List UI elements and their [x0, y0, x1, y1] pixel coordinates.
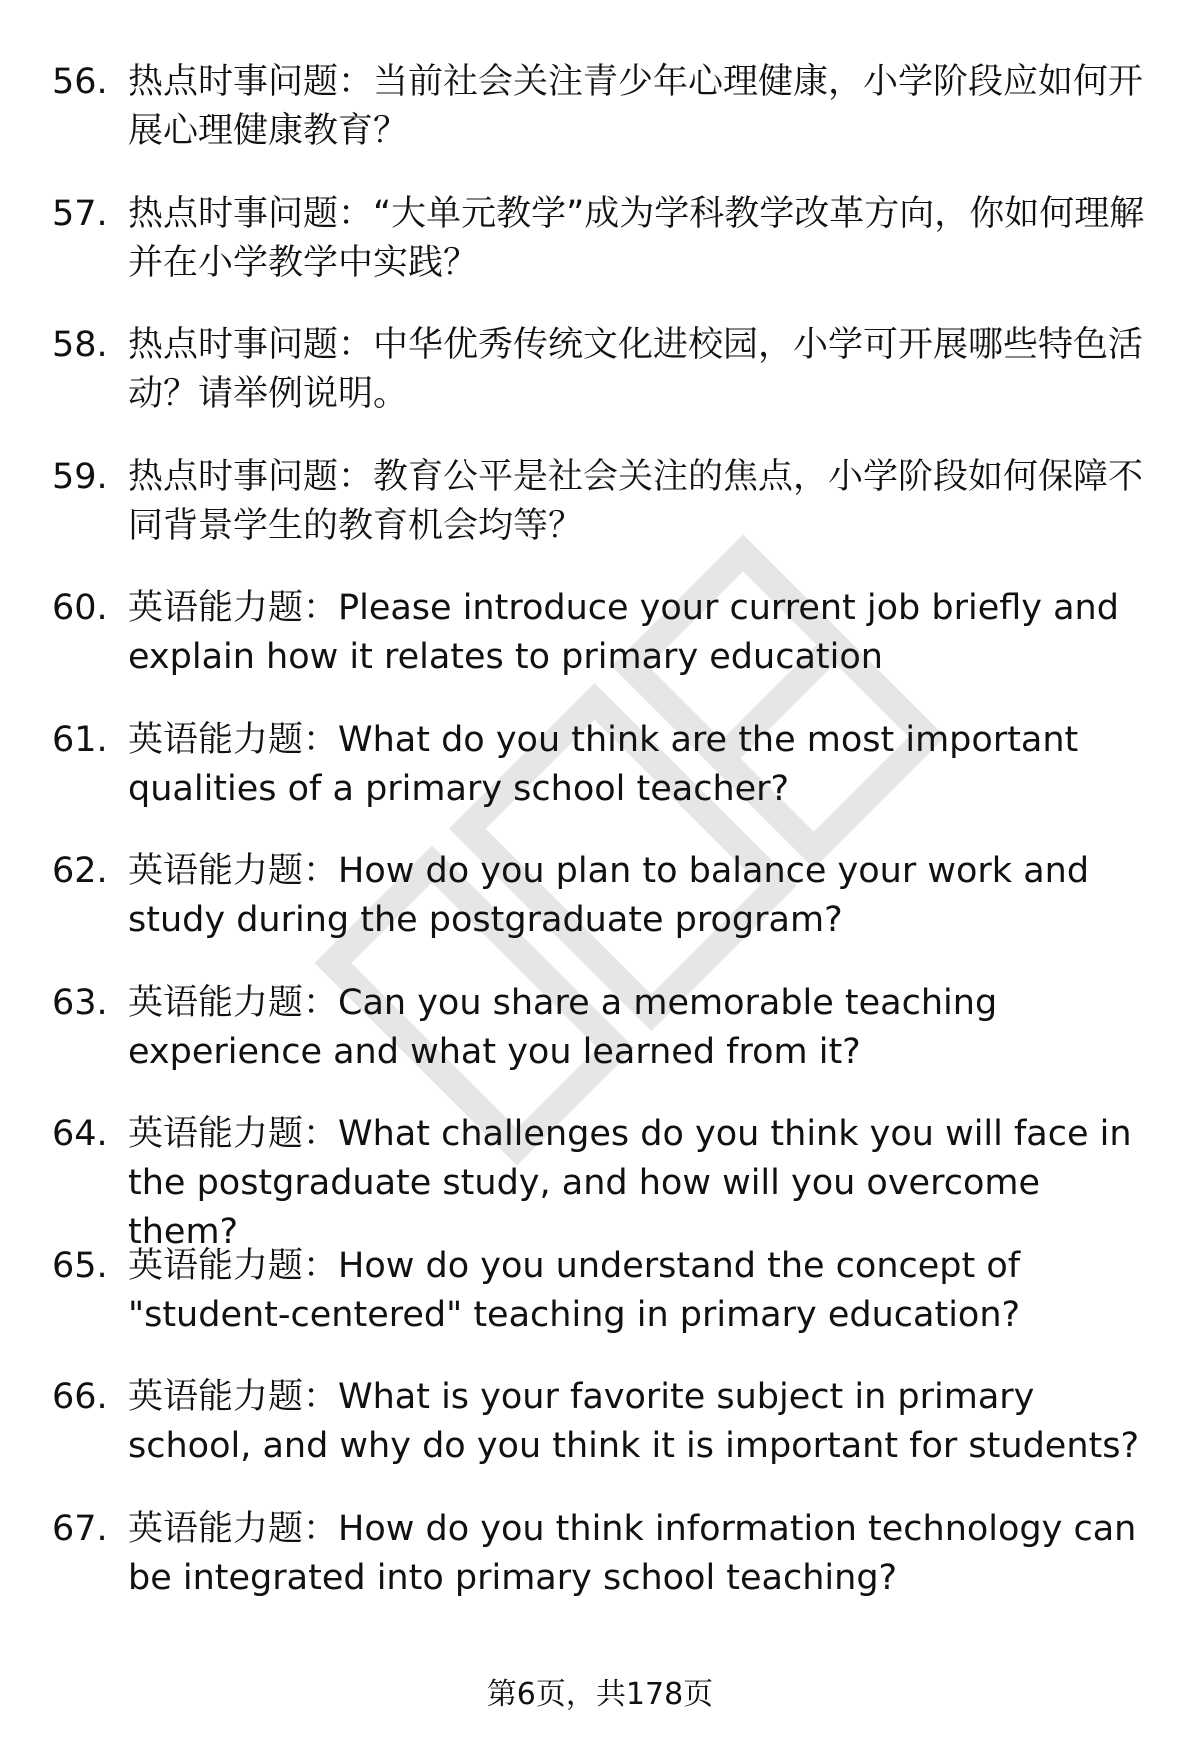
question-text: 英语能力题：What is your favorite subject in primary school, and why do you think it is important for students? — [128, 1377, 1140, 1466]
question-item — [0, 1373, 1200, 1505]
question-number: 62. — [52, 851, 108, 891]
question-item — [0, 847, 1200, 979]
question-text: 热点时事问题：“大单元教学”成为学科教学改革方向，你如何理解并在小学教学中实践？ — [128, 193, 1145, 283]
question-item — [0, 1110, 1200, 1252]
page-number: 第6页，共178页 — [486, 1677, 714, 1712]
question-text: 热点时事问题：中华优秀传统文化进校园，小学可开展哪些特色活动？请举例说明。 — [128, 325, 1144, 414]
question-number: 65. — [52, 1245, 108, 1286]
question-item — [0, 716, 1200, 848]
question-number: 60. — [52, 588, 108, 628]
question-item — [0, 1505, 1200, 1637]
question-item — [0, 1242, 1200, 1374]
question-text: 英语能力题：How do you understand the concept of "student-centered" teaching in primary education? — [128, 1245, 1021, 1335]
question-item — [0, 58, 1200, 190]
question-number: 66. — [52, 1377, 108, 1417]
question-text: 英语能力题：Please introduce your current job briefly and explain how it relates to primary education — [128, 588, 1119, 677]
question-list — [0, 58, 1200, 1636]
question-number: 67. — [52, 1508, 108, 1549]
question-item — [0, 321, 1200, 453]
question-item — [0, 584, 1200, 716]
question-text: 热点时事问题：当前社会关注青少年心理健康，小学阶段应如何开展心理健康教育？ — [128, 62, 1144, 151]
question-number: 58. — [52, 325, 108, 365]
question-text: 英语能力题：Can you share a memorable teaching experience and what you learned from it? — [128, 982, 998, 1072]
question-text: 英语能力题：How do you plan to balance your work and study during the postgraduate program? — [128, 851, 1090, 940]
question-text: 英语能力题：What challenges do you think you will face in the postgraduate study, and how will you overcome them? — [128, 1114, 1132, 1252]
question-item — [0, 190, 1200, 322]
question-item — [0, 453, 1200, 585]
question-text: 英语能力题：What do you think are the most important qualities of a primary school teacher? — [128, 719, 1079, 809]
question-text: 热点时事问题：教育公平是社会关注的焦点，小学阶段如何保障不同背景学生的教育机会均等？ — [128, 456, 1144, 546]
question-number: 56. — [52, 62, 108, 102]
question-item — [0, 979, 1200, 1111]
question-number: 61. — [52, 719, 108, 760]
question-text: 英语能力题：How do you think information technology can be integrated into primary school teaching? — [128, 1508, 1137, 1598]
question-number: 59. — [52, 456, 108, 497]
question-number: 57. — [52, 193, 108, 234]
question-number: 63. — [52, 982, 108, 1023]
question-number: 64. — [52, 1114, 108, 1154]
